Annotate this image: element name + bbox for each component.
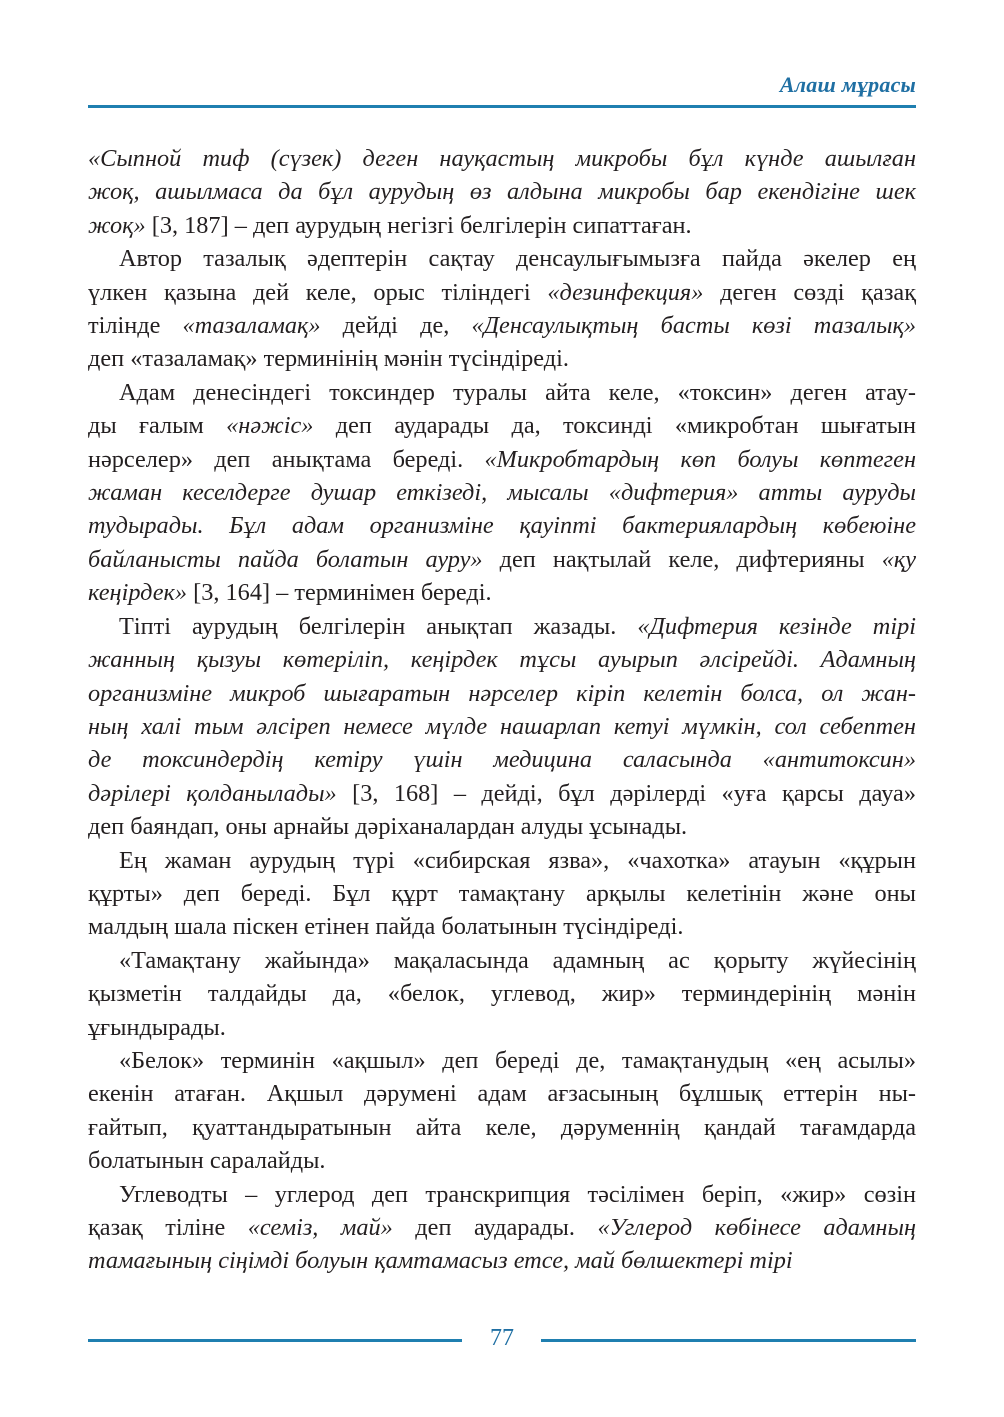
body-text: деген сөзді қазақ (703, 278, 917, 306)
paragraph (88, 610, 916, 844)
paragraph (88, 376, 916, 610)
body-text: [3, 168] – дейді, бұл дәрілерді «уға қарсы дауа» (336, 779, 916, 807)
paragraph (88, 944, 916, 1044)
text-line (88, 944, 916, 977)
text-line (88, 543, 916, 576)
text-line (88, 910, 916, 943)
body-text: деп «тазаламақ» терминінің мәнін түсіндіреді. (88, 345, 569, 373)
text-line (88, 643, 916, 676)
body-text: деп аударады да, токсинді «микробтан шығатын (313, 412, 916, 440)
text-line (88, 409, 916, 442)
text-line (88, 610, 916, 643)
italic-quote-text: «Сыпной тиф (сүзек) деген науқастың микробы бұл күнде ашылған (88, 145, 916, 172)
text-line (88, 810, 916, 843)
text-line (88, 509, 916, 542)
text-line (88, 1044, 916, 1077)
text-line (88, 844, 916, 877)
page-body (88, 142, 916, 1278)
italic-quote-text: ның халі тым әлсіреп немесе мүлде нашарлап кетуі мүмкін, сол себептен (88, 712, 916, 740)
text-line (88, 209, 916, 242)
italic-quote-text: кеңірдек» (88, 579, 188, 607)
body-text: Ең жаман аурудың түрі «сибирская язва», «чахотка» атауын «құрын (119, 846, 916, 874)
text-line (88, 276, 916, 309)
header-rule (88, 105, 916, 108)
paragraph (88, 142, 916, 242)
paragraph (88, 242, 916, 376)
italic-quote-text: «Микробтардың көп болуы көптеген (484, 445, 916, 473)
italic-quote-text: дәрілері қолданылады» (88, 779, 337, 807)
text-line (88, 677, 916, 710)
text-line (88, 576, 916, 609)
italic-quote-text: жаман кеселдерге душар еткізеді, мысалы «дифтерия» атты ауруды (88, 479, 916, 507)
footer-rule-left (88, 1339, 462, 1342)
text-line (88, 777, 916, 810)
text-line (88, 1144, 916, 1177)
text-line (88, 175, 916, 208)
body-text: құрты» деп береді. Бұл құрт тамақтану арқылы келетінін және оны (88, 879, 916, 907)
body-text: Автор тазалық әдептерін сақтау денсаулығымызға пайда әкелер ең (119, 245, 916, 273)
body-text: [3, 164] – терминімен береді. (187, 579, 492, 607)
text-line (88, 342, 916, 375)
italic-quote-text: де токсиндердің кетіру үшін медицина саласында «антитоксин» (88, 746, 916, 774)
text-line (88, 710, 916, 743)
body-text: деп аударады. (392, 1214, 598, 1241)
body-text: «Тамақтану жайында» мақаласында адамның ас қорыту жүйесінің (119, 946, 916, 974)
body-text: Тіпті аурудың белгілерін анықтап жазады. (119, 612, 638, 640)
italic-quote-text: жанның қызуы көтеріліп, кеңірдек тұсы ауырып әлсірейді. Адамның (88, 646, 916, 674)
text-line (88, 1211, 916, 1244)
text-line (88, 1244, 916, 1277)
italic-quote-text: «Углерод көбінесе адамның (597, 1214, 916, 1241)
body-text: нәрселер» деп анықтама береді. (88, 445, 485, 473)
text-line (88, 877, 916, 910)
text-line (88, 1011, 916, 1044)
italic-quote-text: «семіз, май» (247, 1214, 393, 1241)
italic-quote-text: «тазаламақ» (182, 312, 321, 340)
text-line (88, 1178, 916, 1211)
text-line (88, 476, 916, 509)
body-text: дейді де, (320, 312, 472, 340)
italic-quote-text: байланысты пайда болатын ауру» (88, 545, 483, 573)
text-line (88, 309, 916, 342)
italic-quote-text: «қу (881, 545, 916, 573)
paragraph (88, 844, 916, 944)
body-text: Адам денесіндегі токсиндер туралы айта келе, «токсин» деген атау- (119, 378, 916, 406)
text-line (88, 443, 916, 476)
body-text: ғайтып, қуаттандыратынын айта келе, дәруменнің қандай тағамдарда (88, 1113, 916, 1141)
italic-quote-text: организміне микроб шығаратын нәрселер кіріп келетін болса, ол жан- (88, 679, 916, 707)
paragraph (88, 1178, 916, 1278)
body-text: ұғындырады. (88, 1013, 226, 1041)
italic-quote-text: жоқ, ашылмаса да бұл аурудың өз алдына микробы бар екендігіне шек (88, 178, 916, 206)
body-text: екенін атаған. Ақшыл дәрумені адам ағзасының бұлшық еттерін ны- (88, 1080, 916, 1108)
text-line (88, 1077, 916, 1110)
text-line (88, 1111, 916, 1144)
text-line (88, 242, 916, 275)
paragraph (88, 1044, 916, 1178)
italic-quote-text: «дезинфекция» (547, 278, 704, 306)
italic-quote-text: жоқ» (88, 211, 146, 239)
italic-quote-text: тудырады. Бұл адам организміне қауіпті бактериялардың көбеюіне (88, 512, 916, 540)
italic-quote-text: тамағының сіңімді болуын қамтамасыз етсе, май бөлшектері тірі (88, 1247, 793, 1275)
text-line (88, 977, 916, 1010)
page-number: 77 (490, 1325, 514, 1351)
text-line (88, 376, 916, 409)
body-text: ды ғалым (88, 412, 227, 440)
body-text: [3, 187] – деп аурудың негізгі белгілерін сипаттаған. (145, 211, 692, 239)
body-text: үлкен қазына дей келе, орыс тіліндегі (88, 278, 548, 306)
footer-rule-right (541, 1339, 916, 1342)
italic-quote-text: «Денсаулықтың басты көзі тазалық» (471, 312, 916, 340)
body-text: «Белок» терминін «ақшыл» деп береді де, тамақтанудың «ең асылы» (119, 1046, 916, 1074)
body-text: малдың шала піскен етінен пайда болатынын түсіндіреді. (88, 913, 684, 941)
body-text: тілінде (88, 312, 183, 340)
body-text: қазақ тіліне (88, 1214, 248, 1241)
body-text: болатынын саралайды. (88, 1147, 326, 1175)
italic-quote-text: «нәжіс» (226, 412, 314, 440)
body-text: қызметін талдайды да, «белок, углевод, жир» терминдерінің мәнін (88, 980, 916, 1008)
body-text: Углеводты – углерод деп транскрипция тәсілімен беріп, «жир» сөзін (119, 1180, 916, 1208)
text-line (88, 743, 916, 776)
body-text: деп нақтылай келе, дифтерияны (482, 545, 882, 573)
running-title: Алаш мұрасы (779, 72, 916, 97)
italic-quote-text: «Дифтерия кезінде тірі (637, 612, 916, 640)
body-text: деп баяндап, оны арнайы дәріханалардан алуды ұсынады. (88, 813, 688, 841)
text-line (88, 142, 916, 175)
